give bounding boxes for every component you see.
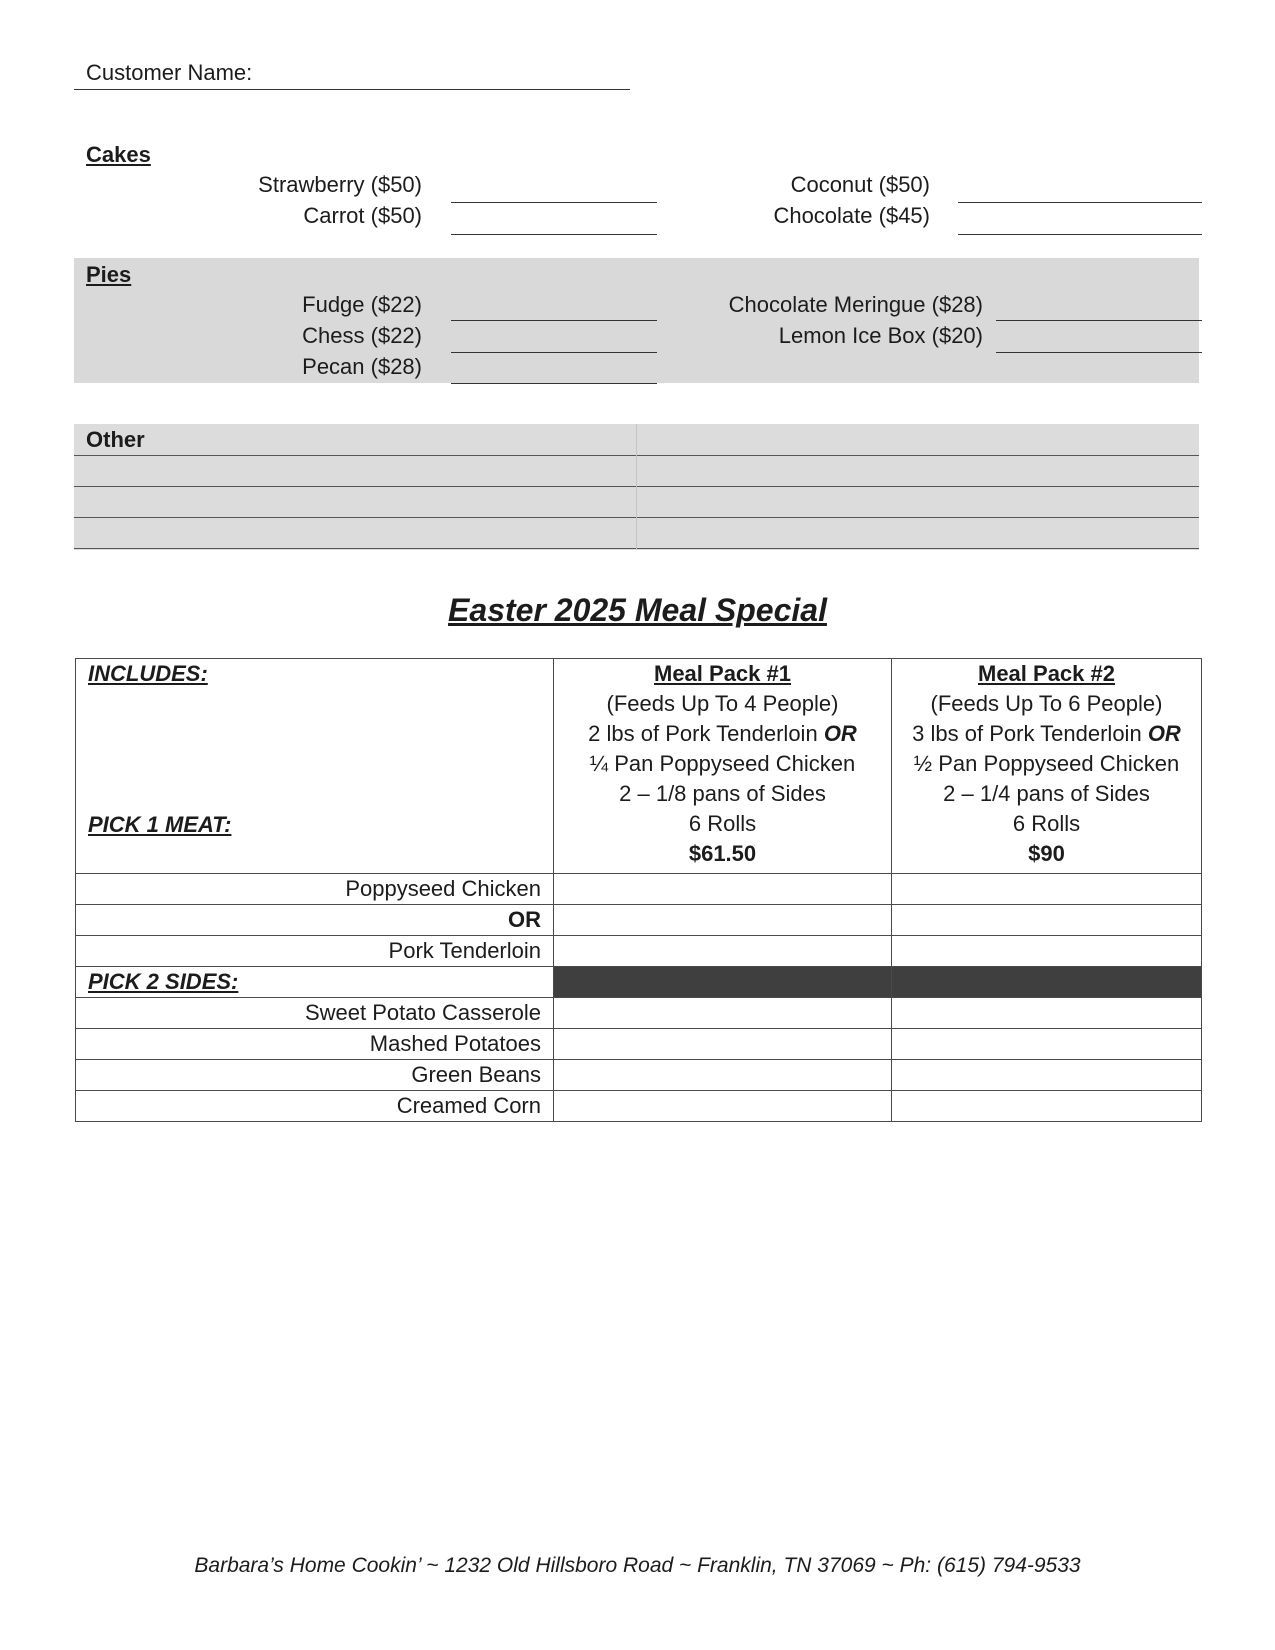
meal-pack-2-choice-cell[interactable] xyxy=(892,998,1202,1029)
side-option-label: Creamed Corn xyxy=(76,1091,554,1122)
meal-pack-1-choice-cell[interactable] xyxy=(554,1060,892,1091)
meal-pack-1-feeds: (Feeds Up To 4 People) xyxy=(606,691,839,716)
cake-coconut-label: Coconut ($50) xyxy=(790,172,930,197)
meat-row xyxy=(76,905,1202,936)
meal-pack-2-choice-cell[interactable] xyxy=(892,936,1202,967)
meal-pack-2-choice-cell[interactable] xyxy=(892,1029,1202,1060)
pie-fudge-label: Fudge ($22) xyxy=(302,292,422,317)
other-divider xyxy=(636,424,637,550)
pie-lemon-ice-box-qty[interactable] xyxy=(996,352,1202,353)
other-heading: Other xyxy=(86,427,145,452)
meal-pack-1-meat-line xyxy=(566,719,879,749)
cake-carrot-label: Carrot ($50) xyxy=(303,203,422,228)
meal-pack-2-feeds: (Feeds Up To 6 People) xyxy=(930,691,1163,716)
meal-pack-2-meat-line xyxy=(904,719,1189,749)
cake-chocolate-label: Chocolate ($45) xyxy=(773,203,930,228)
meat-row xyxy=(76,874,1202,905)
pie-lemon-ice-box-label: Lemon Ice Box ($20) xyxy=(778,323,983,348)
meal-pack-1-choice-cell[interactable] xyxy=(554,1091,892,1122)
meal-special-table xyxy=(75,658,1202,1122)
side-row xyxy=(76,998,1202,1029)
cake-chocolate-qty[interactable] xyxy=(958,234,1202,235)
meal-pack-2 xyxy=(892,659,1202,874)
meal-pack-1-choice-cell[interactable] xyxy=(554,1029,892,1060)
customer-name-label: Customer Name: xyxy=(86,60,253,85)
pie-chocolate-meringue-qty[interactable] xyxy=(996,320,1202,321)
meal-pack-1-choice-cell[interactable] xyxy=(554,874,892,905)
meal-pack-2-title: Meal Pack #2 xyxy=(978,661,1115,686)
pick-sides-label: PICK 2 SIDES: xyxy=(76,967,554,998)
meal-pack-1-title: Meal Pack #1 xyxy=(654,661,791,686)
other-section xyxy=(74,424,1199,550)
side-option-label: Sweet Potato Casserole xyxy=(76,998,554,1029)
side-row xyxy=(76,1060,1202,1091)
meal-pack-1-meat-b: ¼ Pan Poppyseed Chicken xyxy=(589,751,856,776)
cakes-heading: Cakes xyxy=(86,142,151,167)
sides-header-row xyxy=(76,967,1202,998)
cake-coconut-qty[interactable] xyxy=(958,202,1202,203)
pie-chocolate-meringue-label: Chocolate Meringue ($28) xyxy=(728,292,983,317)
pie-chess-qty[interactable] xyxy=(451,352,657,353)
meal-pack-2-choice-cell[interactable] xyxy=(892,874,1202,905)
footer-address: Barbara’s Home Cookin’ ~ 1232 Old Hillsboro Road ~ Franklin, TN 37069 ~ Ph: (615) 794-9533 xyxy=(194,1554,1081,1577)
pick-meat-label: PICK 1 MEAT: xyxy=(88,812,232,837)
meal-pack-1-meat-a: 2 lbs of Pork Tenderloin xyxy=(588,721,818,746)
side-row xyxy=(76,1029,1202,1060)
meal-pack-1-or: OR xyxy=(823,721,857,746)
meat-row xyxy=(76,936,1202,967)
cake-strawberry-label: Strawberry ($50) xyxy=(258,172,422,197)
meal-pack-2-sides: 2 – 1/4 pans of Sides xyxy=(943,781,1150,806)
meat-or-label: OR xyxy=(76,905,554,936)
meal-pack-2-price: $90 xyxy=(1028,841,1065,866)
side-option-label: Green Beans xyxy=(76,1060,554,1091)
cake-carrot-qty[interactable] xyxy=(451,234,657,235)
meal-pack-2-meat-b: ½ Pan Poppyseed Chicken xyxy=(913,751,1180,776)
meal-pack-1-rolls: 6 Rolls xyxy=(688,811,757,836)
customer-name-field[interactable] xyxy=(74,58,630,90)
meal-header-row xyxy=(76,659,1202,874)
includes-label: INCLUDES: xyxy=(88,661,208,686)
meal-pack-2-or: OR xyxy=(1147,721,1181,746)
pie-chess-label: Chess ($22) xyxy=(302,323,422,348)
shaded-cell xyxy=(554,967,892,998)
meal-pack-1-choice-cell[interactable] xyxy=(554,998,892,1029)
pie-pecan-label: Pecan ($28) xyxy=(302,354,422,379)
meal-pack-1 xyxy=(554,659,892,874)
pie-pecan-qty[interactable] xyxy=(451,383,657,384)
side-row xyxy=(76,1091,1202,1122)
meal-pack-1-sides: 2 – 1/8 pans of Sides xyxy=(619,781,826,806)
meal-pack-2-choice-cell[interactable] xyxy=(892,1091,1202,1122)
meal-pack-1-choice-cell[interactable] xyxy=(554,905,892,936)
meal-pack-2-rolls: 6 Rolls xyxy=(1012,811,1081,836)
meal-pack-2-choice-cell[interactable] xyxy=(892,905,1202,936)
includes-cell xyxy=(76,659,554,874)
pie-fudge-qty[interactable] xyxy=(451,320,657,321)
meat-option-label: Poppyseed Chicken xyxy=(76,874,554,905)
side-option-label: Mashed Potatoes xyxy=(76,1029,554,1060)
meal-pack-2-choice-cell[interactable] xyxy=(892,1060,1202,1091)
cake-strawberry-qty[interactable] xyxy=(451,202,657,203)
pies-heading: Pies xyxy=(86,262,132,287)
meal-pack-1-price: $61.50 xyxy=(688,841,757,866)
easter-title: Easter 2025 Meal Special xyxy=(448,592,827,628)
meal-pack-2-meat-a: 3 lbs of Pork Tenderloin xyxy=(912,721,1142,746)
shaded-cell xyxy=(892,967,1202,998)
meal-pack-1-choice-cell[interactable] xyxy=(554,936,892,967)
meat-option-label: Pork Tenderloin xyxy=(76,936,554,967)
